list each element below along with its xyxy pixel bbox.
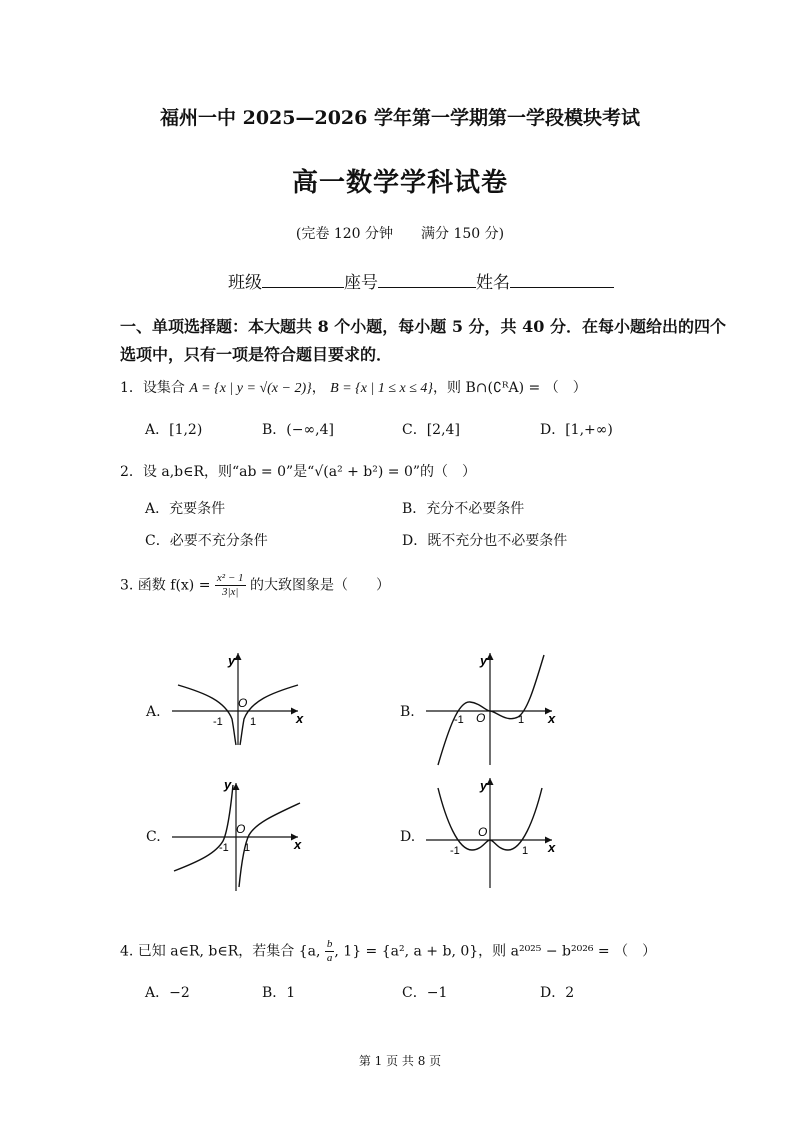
graph-d-x-label: x (548, 840, 556, 855)
name-label: 姓名 (476, 273, 510, 293)
graph-a-tick-pos: 1 (250, 716, 257, 728)
q4-fraction (325, 938, 335, 965)
graph-d-y-label: y (480, 778, 488, 793)
q4-option-d: D．2 (540, 985, 575, 1001)
graph-b-y-label: y (480, 653, 488, 668)
time-note: (完卷 120 分钟 满分 150 分) (295, 226, 505, 242)
seat-label: 座号 (344, 273, 378, 293)
exam-title: 福州一中 2025—2026 学年第一学期第一学段模块考试 (160, 107, 640, 129)
graph-b-curve (438, 655, 544, 765)
seat-blank (378, 273, 476, 288)
q1-option-c: C．[2,4] (402, 422, 460, 438)
graph-d-origin: O (478, 825, 488, 839)
exam-subtitle: 高一数学学科试卷 (291, 168, 508, 198)
q1-set-a: A = {x | y = √(x − 2)} (189, 381, 312, 396)
graph-b-tick-neg: -1 (454, 714, 464, 726)
q4-fraction-den: a (326, 952, 333, 964)
graph-label-b: B. (400, 704, 415, 720)
q4-fraction-num: b (326, 938, 333, 950)
graph-a (170, 645, 310, 750)
graph-b-x-label: x (548, 711, 556, 726)
name-blank (510, 273, 614, 288)
graph-label-c: C. (146, 829, 161, 845)
graph-d-tick-pos: 1 (522, 845, 529, 857)
graph-d (424, 770, 564, 895)
q2-option-d: D．既不充分也不必要条件 (402, 533, 568, 549)
graph-label-d: D. (400, 829, 416, 845)
q4-stem (120, 938, 656, 965)
graph-a-x-label: x (296, 711, 304, 726)
q3-stem (120, 572, 390, 599)
graph-c-y-label: y (224, 777, 232, 792)
q1-prefix: 1．设集合 (120, 380, 185, 396)
q4-option-c: C．−1 (402, 985, 448, 1001)
graph-a-y-label: y (228, 653, 236, 668)
student-info-row (228, 268, 614, 293)
graph-c-origin: O (236, 822, 246, 836)
q1-stem: 1．设集合 A = {x | y = √(x − 2)}， B = {x | 1 ≤ x ≤ 4}，则 B∩(∁ᴿA) = （ ） (120, 380, 587, 396)
class-blank (262, 273, 344, 288)
graph-c-tick-pos: 1 (244, 842, 251, 854)
graph-a-right-branch (240, 685, 298, 745)
graph-a-origin: O (238, 696, 248, 710)
graph-b-tick-pos: 1 (518, 714, 525, 726)
q4-prefix: 4. 已知 a∈R, b∈R，若集合 {a, (120, 943, 321, 960)
q4-option-a: A．−2 (145, 985, 190, 1001)
graph-a-left-branch (178, 685, 236, 745)
graph-c-left-branch (174, 785, 233, 871)
graph-c (170, 775, 310, 895)
q1-option-b: B．(−∞,4] (262, 422, 334, 438)
graph-d-tick-neg: -1 (450, 845, 460, 857)
q1-set-b: B = {x | 1 ≤ x ≤ 4} (330, 381, 434, 396)
q3-prefix: 3. 函数 f(x) = (120, 577, 211, 594)
q4-tail: , 1} = {a², a + b, 0}，则 a²⁰²⁵ − b²⁰²⁶ = （ ） (334, 943, 657, 960)
q3-tail: 的大致图象是（ ） (249, 577, 390, 594)
section1-line2: 选项中，只有一项是符合题目要求的． (120, 345, 393, 364)
q2-option-a: A．充要条件 (145, 501, 226, 517)
q1-tail: ，则 B∩(∁ᴿA) = （ ） (433, 380, 587, 396)
q2-option-b: B．充分不必要条件 (402, 501, 525, 517)
q1-option-d: D．[1,+∞) (540, 422, 613, 438)
q3-fraction-den: 3|x| (221, 586, 239, 598)
q2-option-c: C．必要不充分条件 (145, 533, 268, 549)
class-label: 班级 (228, 273, 262, 293)
q3-fraction-num: x² − 1 (216, 572, 244, 584)
graph-b-origin: O (476, 711, 486, 725)
q2-stem: 2．设 a,b∈R，则“ab = 0”是“√(a² + b²) = 0”的（ ） (120, 464, 477, 480)
graph-label-a: A. (146, 704, 161, 720)
q4-option-b: B．1 (262, 985, 296, 1001)
q1-option-a: A．[1,2) (145, 422, 203, 438)
graph-a-tick-neg: -1 (213, 716, 223, 728)
q3-fraction (215, 572, 246, 599)
section1-line1: 一、单项选择题：本大题共 8 个小题，每小题 5 分，共 40 分．在每小题给出的四个 (120, 317, 726, 336)
graph-c-x-label: x (294, 837, 302, 852)
page-footer: 第 1 页 共 8 页 (358, 1054, 442, 1068)
graph-c-tick-neg: -1 (219, 842, 229, 854)
graph-b (424, 645, 564, 770)
